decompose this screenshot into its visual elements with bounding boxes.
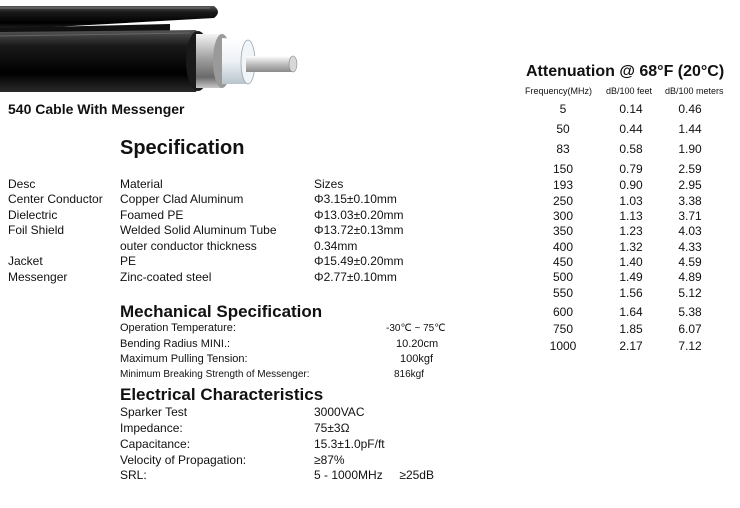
spec-material: Welded Solid Aluminum Tube <box>120 223 277 237</box>
elec-label: Impedance: <box>120 421 183 435</box>
att-db-100m: 3.38 <box>678 194 702 208</box>
spec-material: Copper Clad Aluminum <box>120 192 244 206</box>
att-frequency: 50 <box>556 122 570 136</box>
mech-value: 816kgf <box>394 369 425 380</box>
att-db-100m: 4.33 <box>678 240 702 254</box>
att-header-frequency: Frequency(MHz) <box>525 86 593 96</box>
att-db-100ft: 1.13 <box>619 209 643 223</box>
att-db-100ft: 2.17 <box>619 339 643 353</box>
att-frequency: 5 <box>559 102 567 116</box>
spec-header-sizes: Sizes <box>314 177 344 191</box>
spec-heading: Specification <box>120 137 245 159</box>
att-db-100ft: 1.49 <box>619 270 643 284</box>
att-db-100m: 6.07 <box>678 322 702 336</box>
att-db-100m: 5.38 <box>678 305 702 319</box>
att-db-100m: 3.71 <box>678 209 702 223</box>
spec-size: Φ3.15±0.10mm <box>314 192 397 206</box>
att-db-100m: 7.12 <box>678 339 702 353</box>
att-frequency: 450 <box>552 255 574 269</box>
spec-desc: Dielectric <box>8 208 58 222</box>
att-db-100m: 2.59 <box>678 162 702 176</box>
att-frequency: 300 <box>552 209 574 223</box>
att-db-100ft: 0.14 <box>619 102 643 116</box>
att-db-100ft: 0.79 <box>619 162 643 176</box>
att-db-100ft: 1.23 <box>619 224 643 238</box>
cable-image <box>0 0 310 98</box>
spec-desc: Jacket <box>8 254 43 268</box>
elec-label: SRL: <box>120 468 147 482</box>
elec-label: Velocity of Propagation: <box>120 453 247 467</box>
att-db-100ft: 1.32 <box>619 240 643 254</box>
att-db-100m: 1.44 <box>678 122 702 136</box>
spec-header-material: Material <box>120 177 163 191</box>
elec-value: 75±3Ω <box>314 421 350 435</box>
att-db-100m: 5.12 <box>678 286 702 300</box>
att-frequency: 1000 <box>549 339 577 353</box>
att-frequency: 250 <box>552 194 574 208</box>
att-frequency: 750 <box>552 322 574 336</box>
elec-heading: Electrical Characteristics <box>120 385 324 404</box>
att-db-100ft: 1.85 <box>619 322 643 336</box>
att-frequency: 400 <box>552 240 574 254</box>
att-db-100m: 2.95 <box>678 178 702 192</box>
mech-label: Operation Temperature: <box>120 322 236 334</box>
att-db-100m: 1.90 <box>678 142 702 156</box>
att-header-meters: dB/100 meters <box>665 86 724 96</box>
att-frequency: 550 <box>552 286 574 300</box>
mech-value: 100kgf <box>400 353 434 365</box>
att-db-100ft: 1.40 <box>619 255 643 269</box>
mech-label: Maximum Pulling Tension: <box>120 353 248 365</box>
spec-size: Φ15.49±0.20mm <box>314 254 404 268</box>
att-db-100ft: 1.56 <box>619 286 643 300</box>
elec-value: 5 - 1000MHz ≥25dB <box>314 468 434 482</box>
spec-size: 0.34mm <box>314 239 358 253</box>
att-frequency: 83 <box>556 142 570 156</box>
spec-material: Zinc-coated steel <box>120 270 212 284</box>
spec-material: PE <box>120 254 137 268</box>
att-db-100ft: 0.58 <box>619 142 643 156</box>
cable-title: 540 Cable With Messenger <box>8 101 185 117</box>
elec-value: ≥87% <box>314 453 345 467</box>
spec-material: Foamed PE <box>120 208 184 222</box>
spec-size: Φ13.72±0.13mm <box>314 223 404 237</box>
spec-desc: Messenger <box>8 270 68 284</box>
spec-size: Φ13.03±0.20mm <box>314 208 404 222</box>
elec-value: 3000VAC <box>314 405 365 419</box>
att-header-feet: dB/100 feet <box>606 86 653 96</box>
att-frequency: 150 <box>552 162 574 176</box>
att-frequency: 500 <box>552 270 574 284</box>
att-db-100m: 4.59 <box>678 255 702 269</box>
att-db-100ft: 0.90 <box>619 178 643 192</box>
mech-value: -30℃ ~ 75℃ <box>386 323 446 334</box>
elec-label: Capacitance: <box>120 437 191 451</box>
elec-value: 15.3±1.0pF/ft <box>314 437 385 451</box>
spec-desc: Foil Shield <box>8 223 65 237</box>
spec-material: outer conductor thickness <box>120 239 257 253</box>
att-db-100m: 4.89 <box>678 270 702 284</box>
att-db-100ft: 1.03 <box>619 194 643 208</box>
mech-value: 10.20cm <box>396 338 439 350</box>
attenuation-title: Attenuation @ 68°F (20°C) <box>526 63 725 80</box>
mech-heading: Mechanical Specification <box>120 302 323 321</box>
att-db-100m: 4.03 <box>678 224 702 238</box>
mech-label: Minimum Breaking Strength of Messenger: <box>120 369 310 380</box>
elec-label: Sparker Test <box>120 405 188 419</box>
att-db-100ft: 0.44 <box>619 122 643 136</box>
spec-header-desc: Desc <box>8 177 36 191</box>
mech-label: Bending Radius MINI.: <box>120 338 231 350</box>
att-frequency: 350 <box>552 224 574 238</box>
spec-size: Φ2.77±0.10mm <box>314 270 397 284</box>
att-db-100ft: 1.64 <box>619 305 643 319</box>
spec-desc: Center Conductor <box>8 192 103 206</box>
att-frequency: 193 <box>552 178 574 192</box>
att-frequency: 600 <box>552 305 574 319</box>
att-db-100m: 0.46 <box>678 102 702 116</box>
